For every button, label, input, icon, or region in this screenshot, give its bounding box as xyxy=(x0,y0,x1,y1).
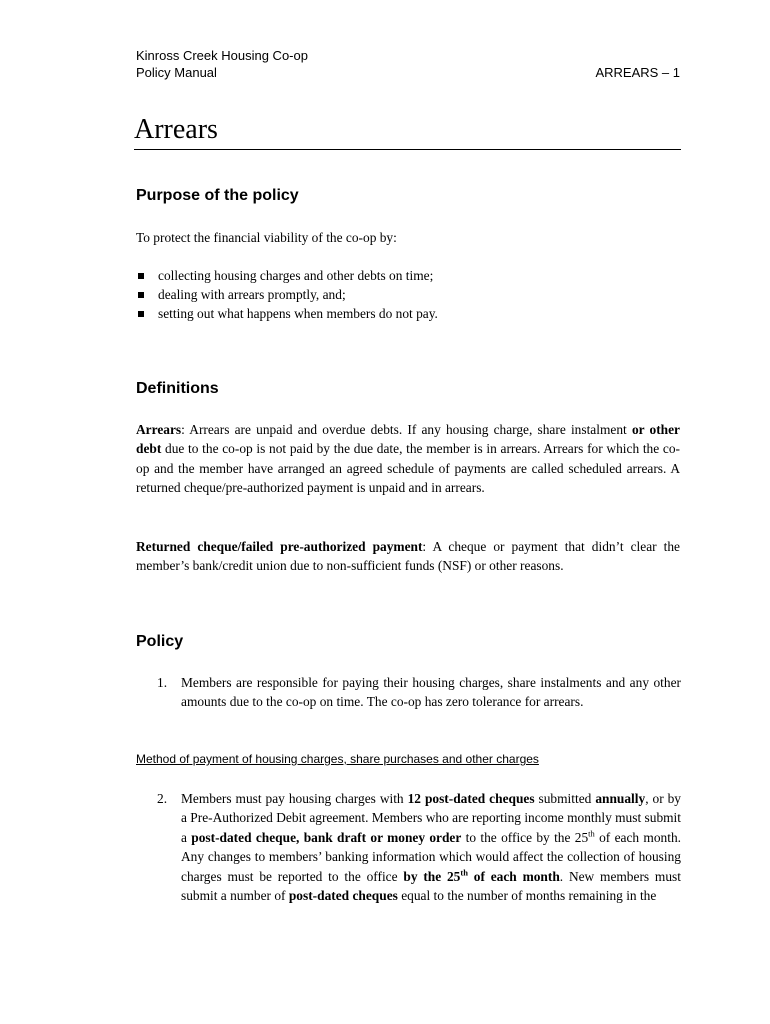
definitions-heading: Definitions xyxy=(136,380,219,397)
bold-run: 12 post-dated cheques xyxy=(407,791,535,806)
policy-item-1 xyxy=(157,673,681,712)
text-run: submitted xyxy=(534,791,596,806)
bullet-square-icon xyxy=(138,292,144,298)
item-number: 1. xyxy=(157,675,168,690)
superscript: th xyxy=(460,867,468,878)
text-run: Members must pay housing charges with xyxy=(181,791,408,806)
bullet-item xyxy=(136,304,680,323)
header-manual: Policy Manual xyxy=(136,65,217,80)
text-run: of each month. Any changes to members’ banking information which would affect the collection of housing charges must be reported to the office xyxy=(181,829,681,884)
purpose-heading: Purpose of the policy xyxy=(136,187,299,204)
purpose-intro: To protect the financial viability of the co-op by: xyxy=(136,230,397,245)
bullet-square-icon xyxy=(138,273,144,279)
bold-run: by the 25 xyxy=(403,868,461,884)
text-run: , or by a Pre-Authorized Debit agreement. Members who are reporting income monthly must submit a xyxy=(181,791,682,845)
bullet-text: dealing with arrears promptly, and; xyxy=(158,287,346,302)
header-page-ref: ARREARS – 1 xyxy=(595,65,680,80)
bullet-item xyxy=(136,266,680,285)
page-title: Arrears xyxy=(134,114,218,145)
bold-run: post-dated cheque, bank draft or money order xyxy=(191,829,462,845)
bold-run: annually xyxy=(595,791,646,806)
policy-heading: Policy xyxy=(136,633,184,650)
policy-item-2 xyxy=(157,789,681,905)
bold-run: post-dated cheques xyxy=(288,888,398,904)
bold-run: of each month xyxy=(467,868,560,884)
returned-term: Returned cheque/failed pre-authorized payment xyxy=(136,539,423,554)
bullet-square-icon xyxy=(138,311,144,317)
text-run: to the office by the 25 xyxy=(461,829,589,845)
bullet-text: setting out what happens when members do not pay. xyxy=(158,306,438,321)
arrears-bold-debt: or other debt xyxy=(136,422,681,457)
returned-text: : A cheque or payment that didn’t clear the member’s bank/credit union due to non-sufficient funds (NSF) or other reasons. xyxy=(136,539,680,574)
header-org: Kinross Creek Housing Co-op xyxy=(136,48,308,63)
item-text: Members are responsible for paying their housing charges, share instalments and any other amounts due to the co-op on time. The co-op has zero tolerance for arrears. xyxy=(181,675,681,710)
superscript: th xyxy=(588,828,595,839)
title-rule xyxy=(134,149,681,150)
text-run: equal to the number of months remaining in the xyxy=(397,888,657,904)
arrears-term: Arrears xyxy=(136,422,182,437)
arrears-text-1: : Arrears are unpaid and overdue debts. If any housing charge, share instalment xyxy=(181,422,632,437)
arrears-text-2: due to the co-op is not paid by the due date, the member is in arrears. Arrears for which the co-op and the member have arranged an agreed schedule of payments are called scheduled arrears. A returned cheque/pre-authorized payment is unpaid and in arrears. xyxy=(136,441,680,496)
text-run: . New members must submit a number of xyxy=(181,868,681,904)
item-text xyxy=(181,789,681,905)
item-number: 2. xyxy=(157,791,168,806)
bullet-text: collecting housing charges and other debts on time; xyxy=(158,268,434,283)
method-subheading: Method of payment of housing charges, share purchases and other charges xyxy=(136,752,539,766)
arrears-definition xyxy=(136,420,680,498)
returned-cheque-definition xyxy=(136,537,680,576)
bullet-item xyxy=(136,285,680,304)
